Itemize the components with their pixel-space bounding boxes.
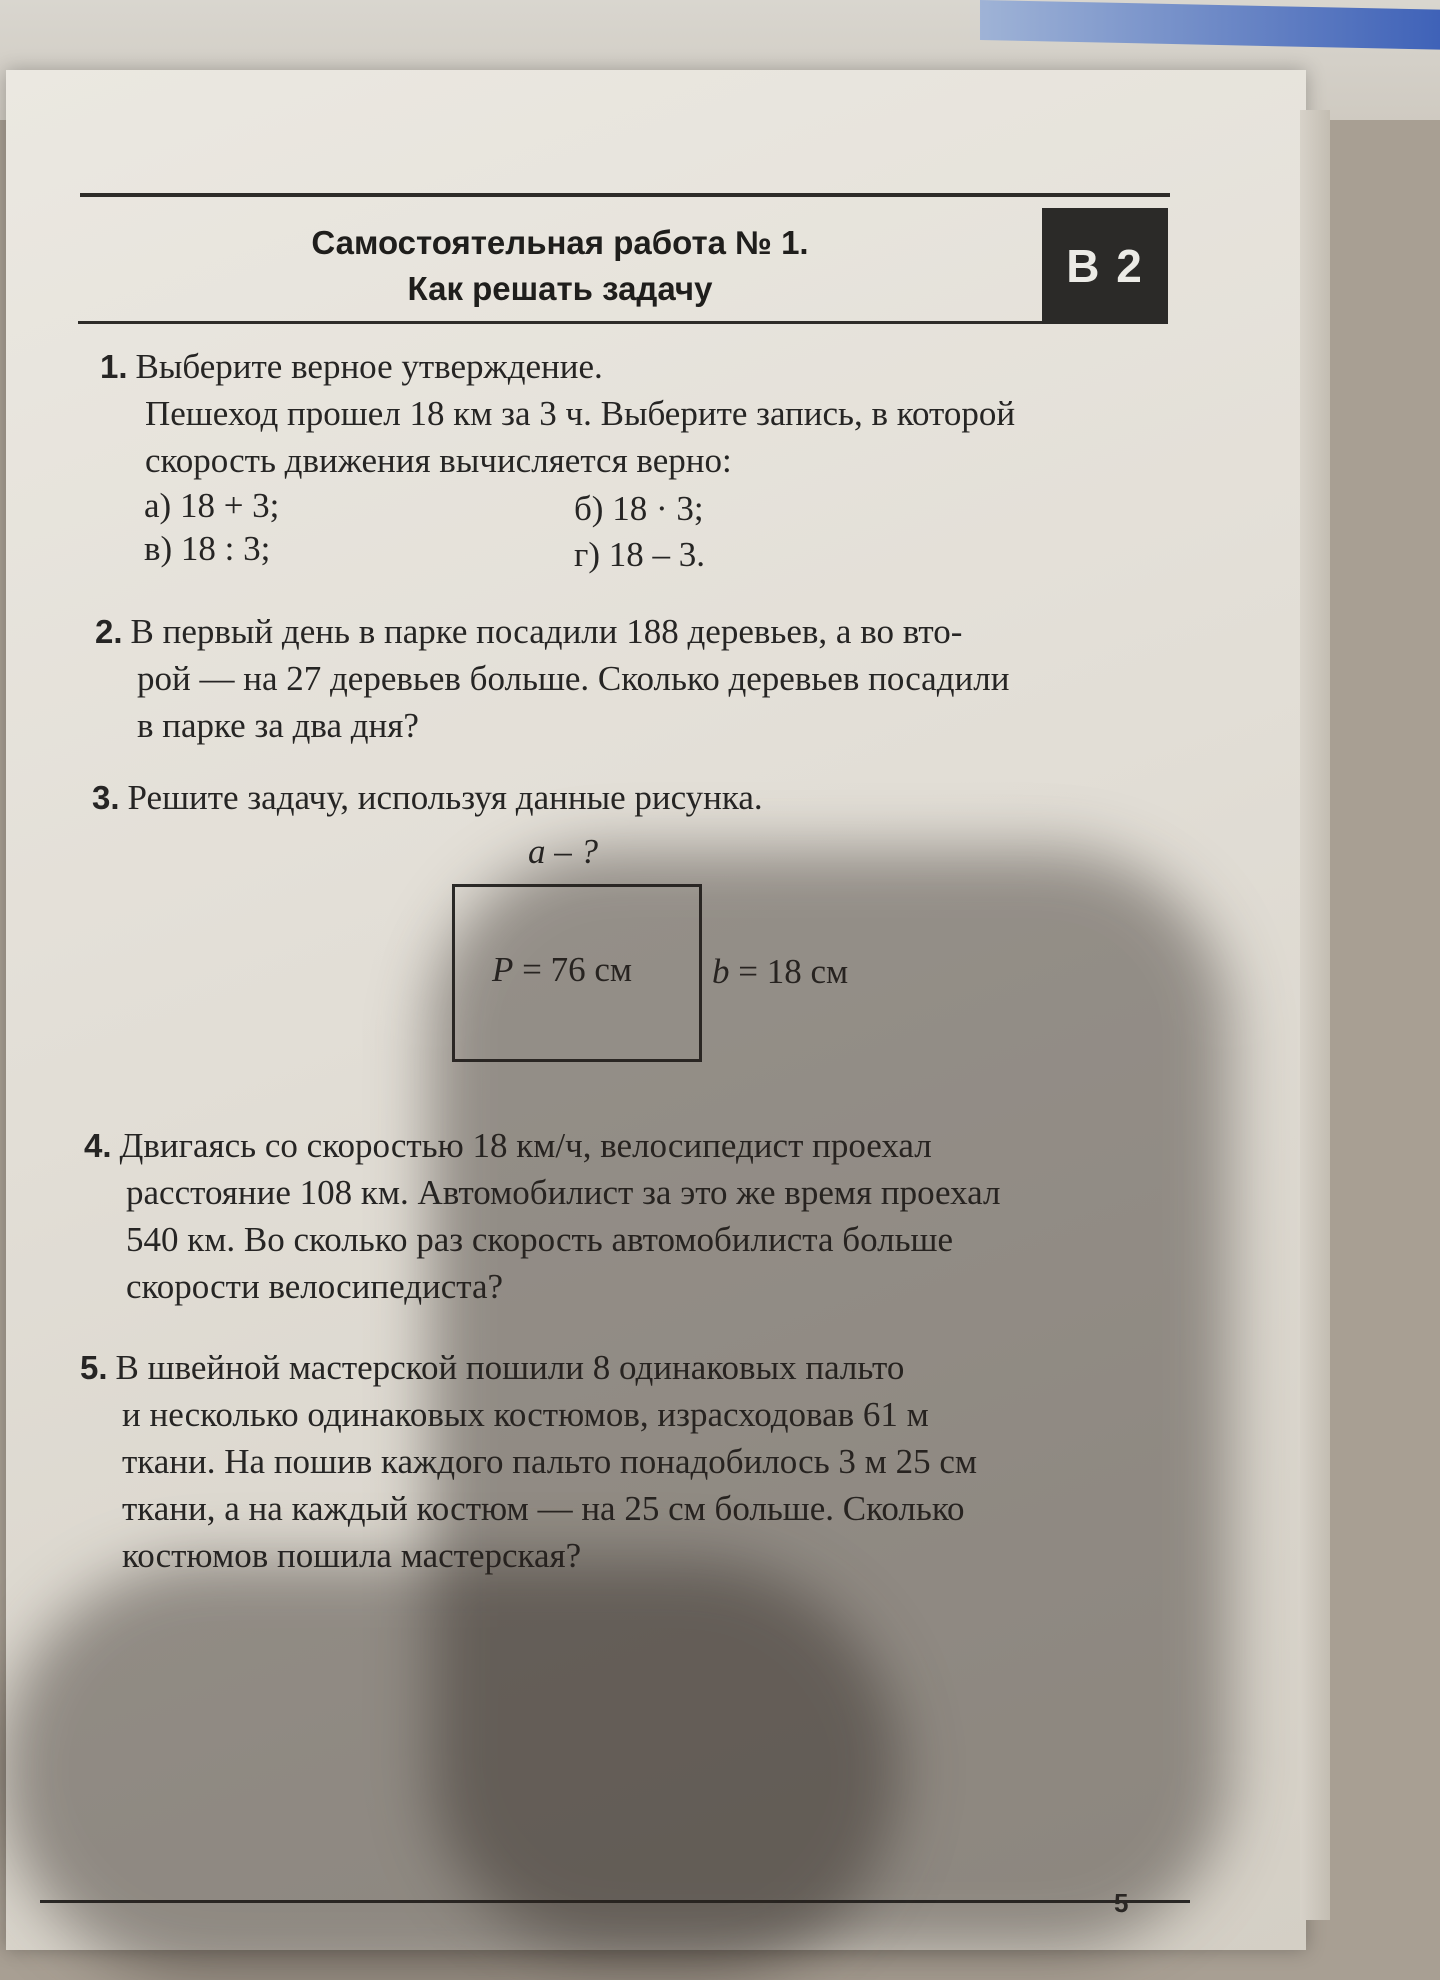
task-text-line: Двигаясь со скоростью 18 км/ч, велосипедист проехал xyxy=(119,1126,932,1165)
footer-rule xyxy=(40,1900,1190,1903)
worksheet-title xyxy=(200,220,920,312)
task-text-line: и несколько одинаковых костюмов, израсходовав 61 м xyxy=(122,1395,929,1434)
task-number: 1. xyxy=(100,348,128,385)
task-text-line: скорость движения вычисляется верно: xyxy=(145,441,732,480)
side-b-value: = 18 см xyxy=(729,952,849,991)
task-1-option-b: б) 18 · 3; xyxy=(574,489,704,528)
perimeter-variable: P xyxy=(492,950,514,989)
task-1-option-a: а) 18 + 3; xyxy=(144,486,280,525)
task-text-line: Выберите верное утверждение. xyxy=(135,347,603,386)
title-line-1: Самостоятельная работа № 1. xyxy=(311,224,809,261)
task-number: 3. xyxy=(92,779,120,816)
task-3 xyxy=(92,774,1182,821)
side-b-label xyxy=(712,952,848,992)
task-text-line: ткани. На пошив каждого пальто понадобилось 3 м 25 см xyxy=(122,1442,978,1481)
title-line-2: Как решать задачу xyxy=(407,270,713,307)
perimeter-value: = 76 см xyxy=(513,950,633,989)
task-4 xyxy=(84,1122,1194,1310)
side-b-variable: b xyxy=(712,952,730,991)
task-1-option-v: в) 18 : 3; xyxy=(144,529,271,568)
task-text-line: в парке за два дня? xyxy=(137,706,419,745)
task-text-line: Пешеход прошел 18 км за 3 ч. Выберите запись, в которой xyxy=(145,394,1016,433)
task-number: 2. xyxy=(95,613,123,650)
header-top-rule xyxy=(80,193,1170,197)
task-text-line: костюмов пошила мастерская? xyxy=(122,1536,582,1575)
task-text-line: Решите задачу, используя данные рисунка. xyxy=(127,778,763,817)
variant-badge: В 2 xyxy=(1042,208,1168,324)
task-text-line: расстояние 108 км. Автомобилист за это же время проехал xyxy=(126,1173,1001,1212)
perimeter-label xyxy=(492,950,632,990)
task-number: 4. xyxy=(84,1127,112,1164)
task-number: 5. xyxy=(80,1349,108,1386)
task-text-line: ткани, а на каждый костюм — на 25 см больше. Сколько xyxy=(122,1489,965,1528)
task-5 xyxy=(80,1344,1190,1579)
figure-side-a-label: a – ? xyxy=(528,832,598,871)
task-text-line: В первый день в парке посадили 188 деревьев, а во вто- xyxy=(130,612,963,651)
task-text-line: В швейной мастерской пошили 8 одинаковых пальто xyxy=(115,1348,905,1387)
task-1 xyxy=(100,343,1180,484)
page-number: 5 xyxy=(1114,1888,1129,1918)
task-text-line: 540 км. Во сколько раз скорость автомобилиста больше xyxy=(126,1220,954,1259)
task-2 xyxy=(95,608,1185,749)
task-text-line: рой — на 27 деревьев больше. Сколько деревьев посадили xyxy=(137,659,1010,698)
task-text-line: скорости велосипедиста? xyxy=(126,1267,504,1306)
task-1-option-g: г) 18 – 3. xyxy=(574,535,706,574)
